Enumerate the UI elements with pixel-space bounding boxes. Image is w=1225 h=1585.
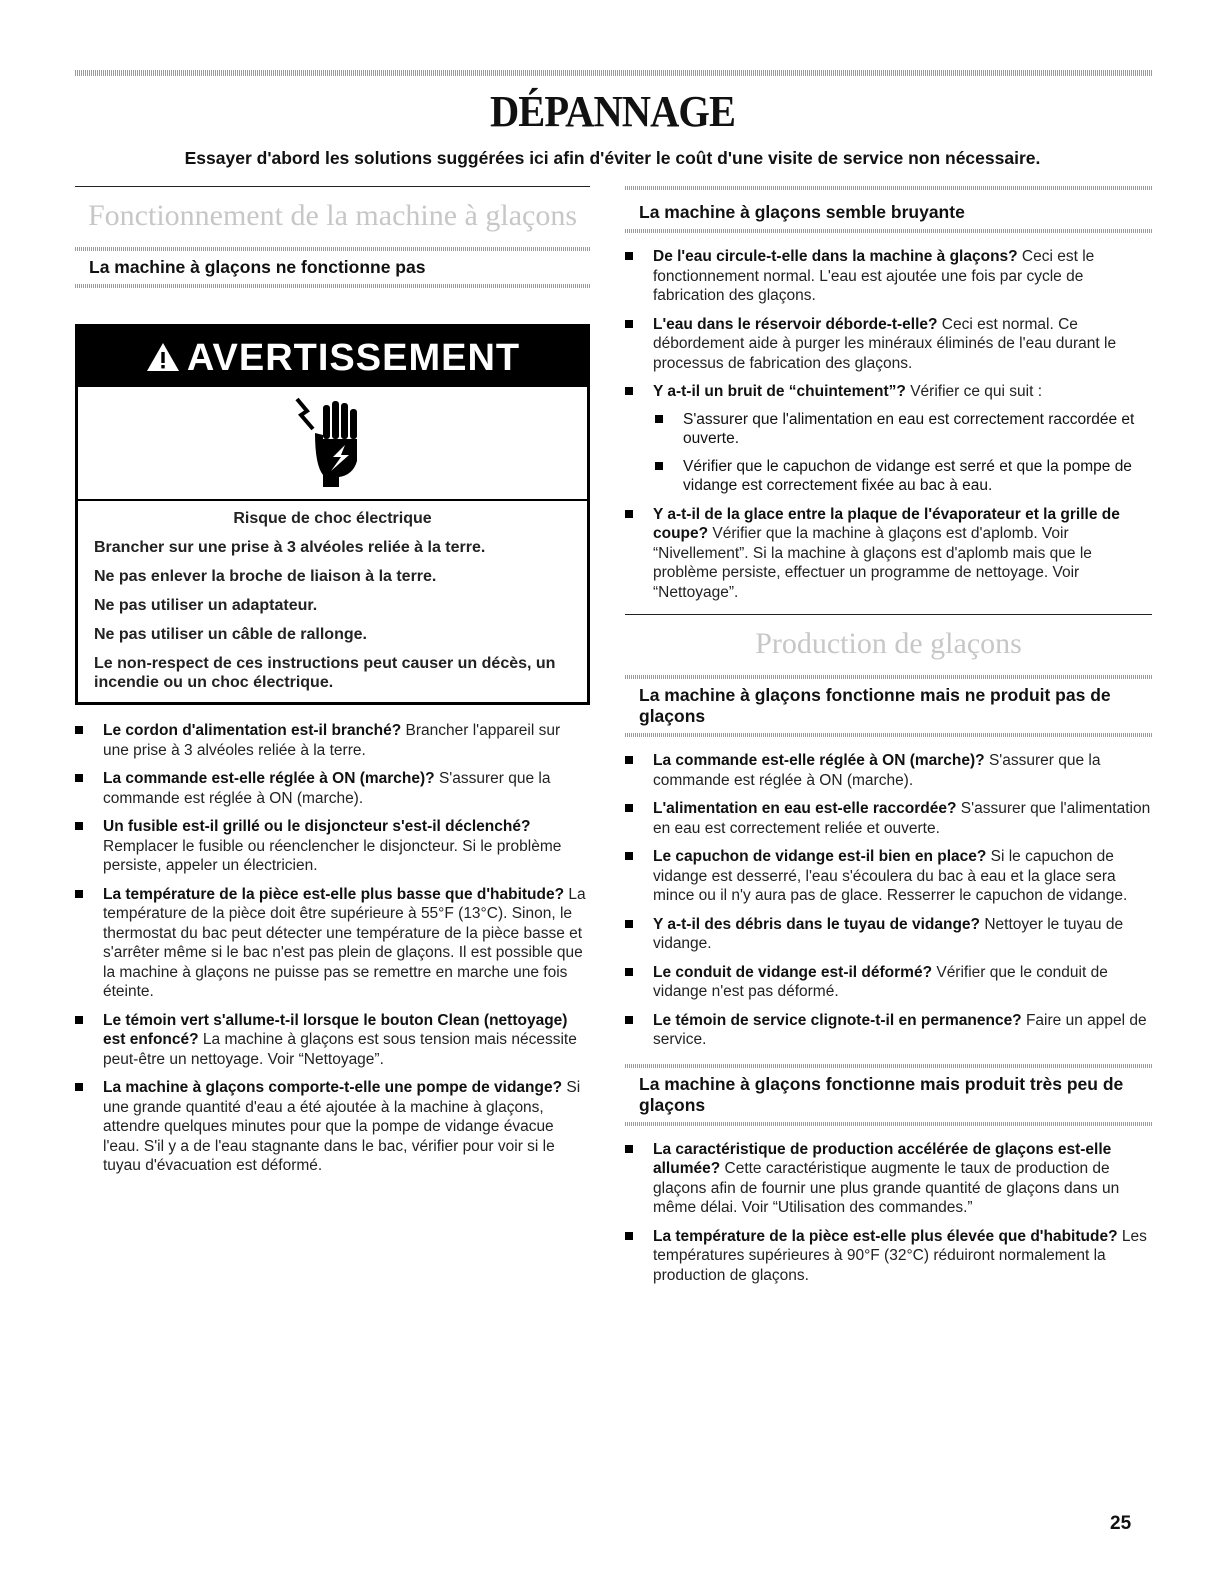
- warning-text: [78, 501, 587, 702]
- item-answer: Vérifier que la machine à glaçons est d'aplomb. Voir “Nivellement”. Si la machine à glaçons est d'aplomb mais que le problème persiste, effectuer un programme de nettoyage. Voir “Nettoyage”.: [653, 525, 1092, 601]
- item-answer: Vérifier que le conduit de vidange n'est pas déformé.: [653, 963, 1108, 1000]
- item-question: De l'eau circule-t-elle dans la machine à glaçons?: [653, 248, 1018, 265]
- heading-rule-top: [625, 675, 1152, 679]
- item-question: L'alimentation en eau est-elle raccordée?: [653, 800, 957, 817]
- list-item: [625, 1140, 1152, 1218]
- warning-title: Risque de choc électrique: [233, 510, 432, 527]
- list-item: [75, 769, 590, 808]
- heading-tres-peu: La machine à glaçons fonctionne mais produit très peu de glaçons: [639, 1073, 1124, 1115]
- heading-rule-bottom: [625, 1122, 1152, 1126]
- item-question: Y a-t-il des débris dans le tuyau de vidange?: [653, 915, 981, 933]
- item-question: La machine à glaçons comporte-t-elle une pompe de vidange?: [103, 1079, 563, 1096]
- section-rule: [625, 614, 1152, 615]
- item-answer: Faire un appel de service.: [653, 1011, 1147, 1048]
- item-question: Le conduit de vidange est-il déformé?: [653, 963, 933, 981]
- list-item: [625, 1227, 1152, 1286]
- list-item: [625, 247, 1152, 306]
- list-item: [625, 1011, 1152, 1050]
- list-item: [75, 885, 590, 1002]
- warning-line: Ne pas enlever la broche de liaison à la terre.: [94, 568, 437, 585]
- item-question: Le témoin de service clignote-t-il en permanence?: [653, 1011, 1022, 1029]
- item-question: La température de la pièce est-elle plus basse que d'habitude?: [103, 885, 565, 903]
- list-item: [625, 963, 1152, 1002]
- list-item: [625, 751, 1152, 790]
- section-rule: [75, 186, 590, 187]
- list-item: [625, 915, 1152, 954]
- item-answer: Vérifier ce qui suit :: [905, 383, 1042, 400]
- warning-line: Brancher sur une prise à 3 alvéoles reliée à la terre.: [94, 539, 486, 556]
- heading-rule-top: [625, 1064, 1152, 1068]
- item-answer: La température de la pièce doit être supérieure à 55°F (13°C). Sinon, le thermostat du bac peut détecter une température de la pièce basse et s'arrêter même si le bac n'est pas plein de glaçons. Il est possible que la machine à glaçons ne puisse pas se remettre en marche une fois éteinte.: [103, 885, 586, 1000]
- list-item: [625, 315, 1152, 374]
- item-question: Le cordon d'alimentation est-il branché?: [103, 722, 402, 739]
- item-question: Y a-t-il un bruit de “chuintement”?: [653, 383, 906, 400]
- item-question: Le témoin vert s'allume-t-il lorsque le bouton Clean (nettoyage) est enfoncé?: [103, 1011, 568, 1048]
- item-answer: La machine à glaçons est sous tension mais nécessite peut-être un nettoyage. Voir “Nettoyage”.: [103, 1031, 577, 1068]
- heading-bruyante: La machine à glaçons semble bruyante: [639, 202, 965, 222]
- item-question: La commande est-elle réglée à ON (marche)?: [103, 770, 435, 787]
- item-question: Y a-t-il de la glace entre la plaque de l'évaporateur et la grille de coupe?: [653, 505, 1120, 542]
- item-answer: Remplacer le fusible ou réenclencher le disjoncteur. Si le problème persiste, appeler un électricien.: [103, 837, 562, 874]
- right-items-3: [625, 1140, 1152, 1286]
- item-answer: Ceci est normal. Ce débordement aide à purger les minéraux éliminés de l'eau durant le processus de fabrication des glaçons.: [653, 315, 1117, 372]
- left-column: [75, 186, 590, 1185]
- heading-rule-top: [75, 247, 590, 251]
- right-items-1: [625, 247, 1152, 602]
- right-column: [625, 186, 1152, 1294]
- list-item: [75, 1078, 590, 1176]
- warning-box: [75, 324, 590, 705]
- item-answer: S'assurer que la commande est réglée à ON (marche).: [103, 770, 551, 807]
- page-subtitle: Essayer d'abord les solutions suggérées ici afin d'éviter le coût d'une visite de service non nécessaire.: [184, 148, 1041, 168]
- left-items: [75, 721, 590, 1176]
- warning-line: Ne pas utiliser un adaptateur.: [94, 597, 318, 614]
- item-answer: Les températures supérieures à 90°F (32°C) réduiront normalement la production de glaçons.: [653, 1227, 1147, 1284]
- list-item: [75, 1011, 590, 1070]
- warning-header: [78, 327, 587, 387]
- item-question: La commande est-elle réglée à ON (marche)?: [653, 752, 985, 769]
- warning-consequence: Le non-respect de ces instructions peut causer un décès, un incendie ou un choc électrique.: [94, 655, 556, 691]
- warning-triangle-icon: [145, 341, 181, 373]
- heading-ne-produit-pas: La machine à glaçons fonctionne mais ne produit pas de glaçons: [639, 685, 1111, 726]
- item-question: L'eau dans le réservoir déborde-t-elle?: [653, 315, 938, 333]
- item-answer: Brancher l'appareil sur une prise à 3 alvéoles reliée à la terre.: [103, 722, 561, 759]
- warning-header-text: AVERTISSEMENT: [186, 337, 521, 379]
- heading-rule-bottom: [625, 733, 1152, 737]
- right-items-2: [625, 751, 1152, 1050]
- item-question: Un fusible est-il grillé ou le disjoncteur s'est-il déclenché?: [103, 818, 531, 835]
- heading-rule-top: [625, 186, 1152, 190]
- heading-rule-bottom: [75, 284, 590, 288]
- top-dotted-rule: [75, 70, 1152, 76]
- sub-list-item: S'assurer que l'alimentation en eau est correctement raccordée et ouverte.: [653, 410, 1152, 449]
- shock-icon-area: [78, 387, 587, 501]
- item-answer: S'assurer que la commande est réglée à ON (marche).: [653, 752, 1101, 789]
- item-answer: Si le capuchon de vidange est desserré, l'eau s'écoulera du bac à eau et la glace sera mince ou il n'y aura pas de glace. Resserrer le capuchon de vidange.: [653, 848, 1128, 904]
- page-title: DÉPANNAGE: [489, 87, 736, 136]
- section-title-fonctionnement: Fonctionnement de la machine à glaçons: [87, 199, 577, 232]
- list-item: [625, 505, 1152, 603]
- warning-line: Ne pas utiliser un câble de rallonge.: [94, 626, 367, 643]
- item-answer: S'assurer que l'alimentation en eau est correctement reliée et ouverte.: [653, 800, 1151, 837]
- sub-list-item: Vérifier que le capuchon de vidange est serré et que la pompe de vidange est correctement fixée au bac à eau.: [653, 457, 1152, 496]
- item-question: La caractéristique de production accélérée de glaçons est-elle allumée?: [653, 1140, 1112, 1177]
- page-number: 25: [1110, 1513, 1132, 1534]
- list-item: [625, 799, 1152, 838]
- list-item: [75, 721, 590, 760]
- section-title-production: Production de glaçons: [755, 627, 1022, 660]
- list-item: [75, 817, 590, 876]
- item-answer: Si une grande quantité d'eau a été ajoutée à la machine à glaçons, attendre quelques minutes pour que la pompe de vidange évacue l'eau. S'il y a de l'eau stagnante dans le bac, vérifier pour voir si le tuyau d'évacuation est déformé.: [103, 1079, 581, 1174]
- item-answer: Ceci est le fonctionnement normal. L'eau est ajoutée une fois par cycle de fabrication des glaçons.: [653, 248, 1095, 304]
- item-answer: Cette caractéristique augmente le taux de production de glaçons afin de fournir une plus grande quantité de glaçons dans un même délai. Voir “Utilisation des commandes.”: [653, 1160, 1120, 1216]
- heading-ne-fonctionne-pas: La machine à glaçons ne fonctionne pas: [89, 257, 426, 277]
- sub-list: [653, 410, 1152, 496]
- item-question: La température de la pièce est-elle plus élevée que d'habitude?: [653, 1227, 1118, 1245]
- item-answer: Nettoyer le tuyau de vidange.: [653, 915, 1124, 952]
- heading-rule-bottom: [625, 229, 1152, 233]
- item-question: Le capuchon de vidange est-il bien en place?: [653, 848, 987, 865]
- list-item: [625, 382, 1152, 496]
- list-item: [625, 847, 1152, 906]
- electric-shock-hand-icon: [293, 395, 373, 491]
